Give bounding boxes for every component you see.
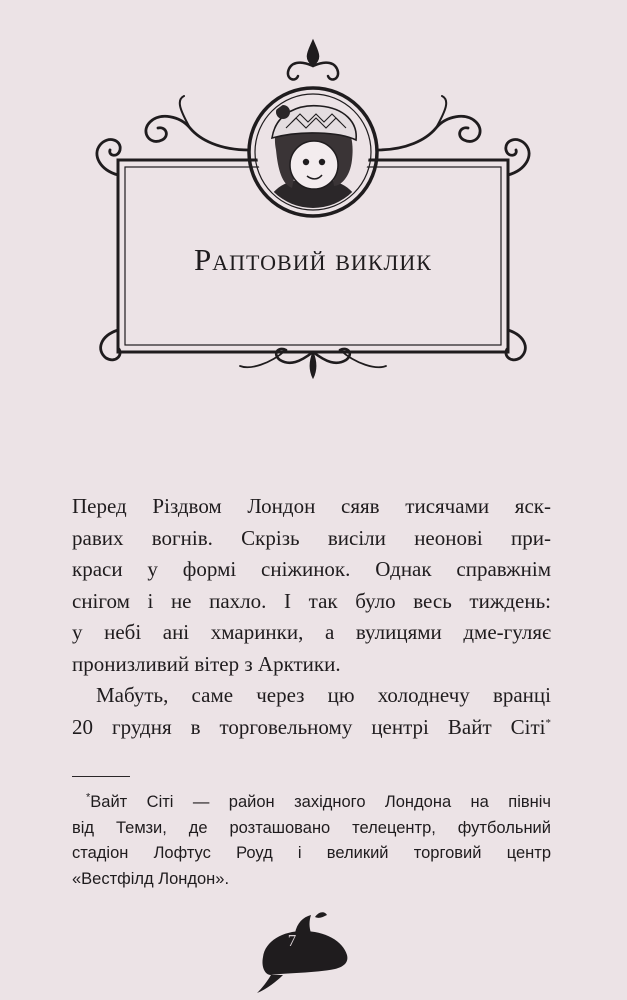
footnote	[72, 790, 551, 892]
paragraph-2	[72, 680, 551, 743]
footnote-line	[72, 790, 551, 816]
text-line: пронизливий вітер з Арктики.	[72, 651, 341, 676]
footnote-marker: *	[86, 791, 91, 804]
ornate-frame-icon	[0, 0, 627, 400]
girl-portrait-icon	[255, 95, 371, 215]
text-line: равих вогнів. Скрізь висіли неонові при-	[72, 525, 551, 550]
text-line: краси у формі сніжинок. Однак справжнім	[72, 557, 551, 581]
page-number: 7	[287, 931, 297, 950]
text-line: снігом і не пахло. І так було весь тиждень:	[72, 588, 551, 613]
text-line-with-footnote	[72, 712, 551, 744]
text-line: Мабуть, саме через цю холоднечу вранці	[96, 683, 551, 707]
paragraph-1	[72, 491, 551, 680]
body-text	[72, 491, 551, 743]
chapter-title: Раптовий виклик	[194, 242, 432, 277]
footnote-text: Вайт Сіті — район західного Лондона на північ	[90, 793, 551, 811]
text-line: у небі ані хмаринки, а вулицями дме-гуляє	[72, 620, 551, 644]
footnote-line: «Вестфілд Лондон».	[72, 869, 230, 888]
footnote-line: від Темзи, де розташовано телецентр, футбольний	[72, 818, 551, 837]
detective-hat-icon	[255, 905, 355, 995]
text-line: Перед Різдвом Лондон сяяв тисячами яск-	[72, 494, 551, 518]
footnote-divider	[72, 776, 130, 777]
footnote-line: стадіон Лофтус Роуд і великий торговий центр	[72, 844, 551, 862]
footnote-marker: *	[545, 716, 551, 729]
text-line: 20 грудня в торговельному центрі Вайт Сіті	[72, 714, 546, 739]
